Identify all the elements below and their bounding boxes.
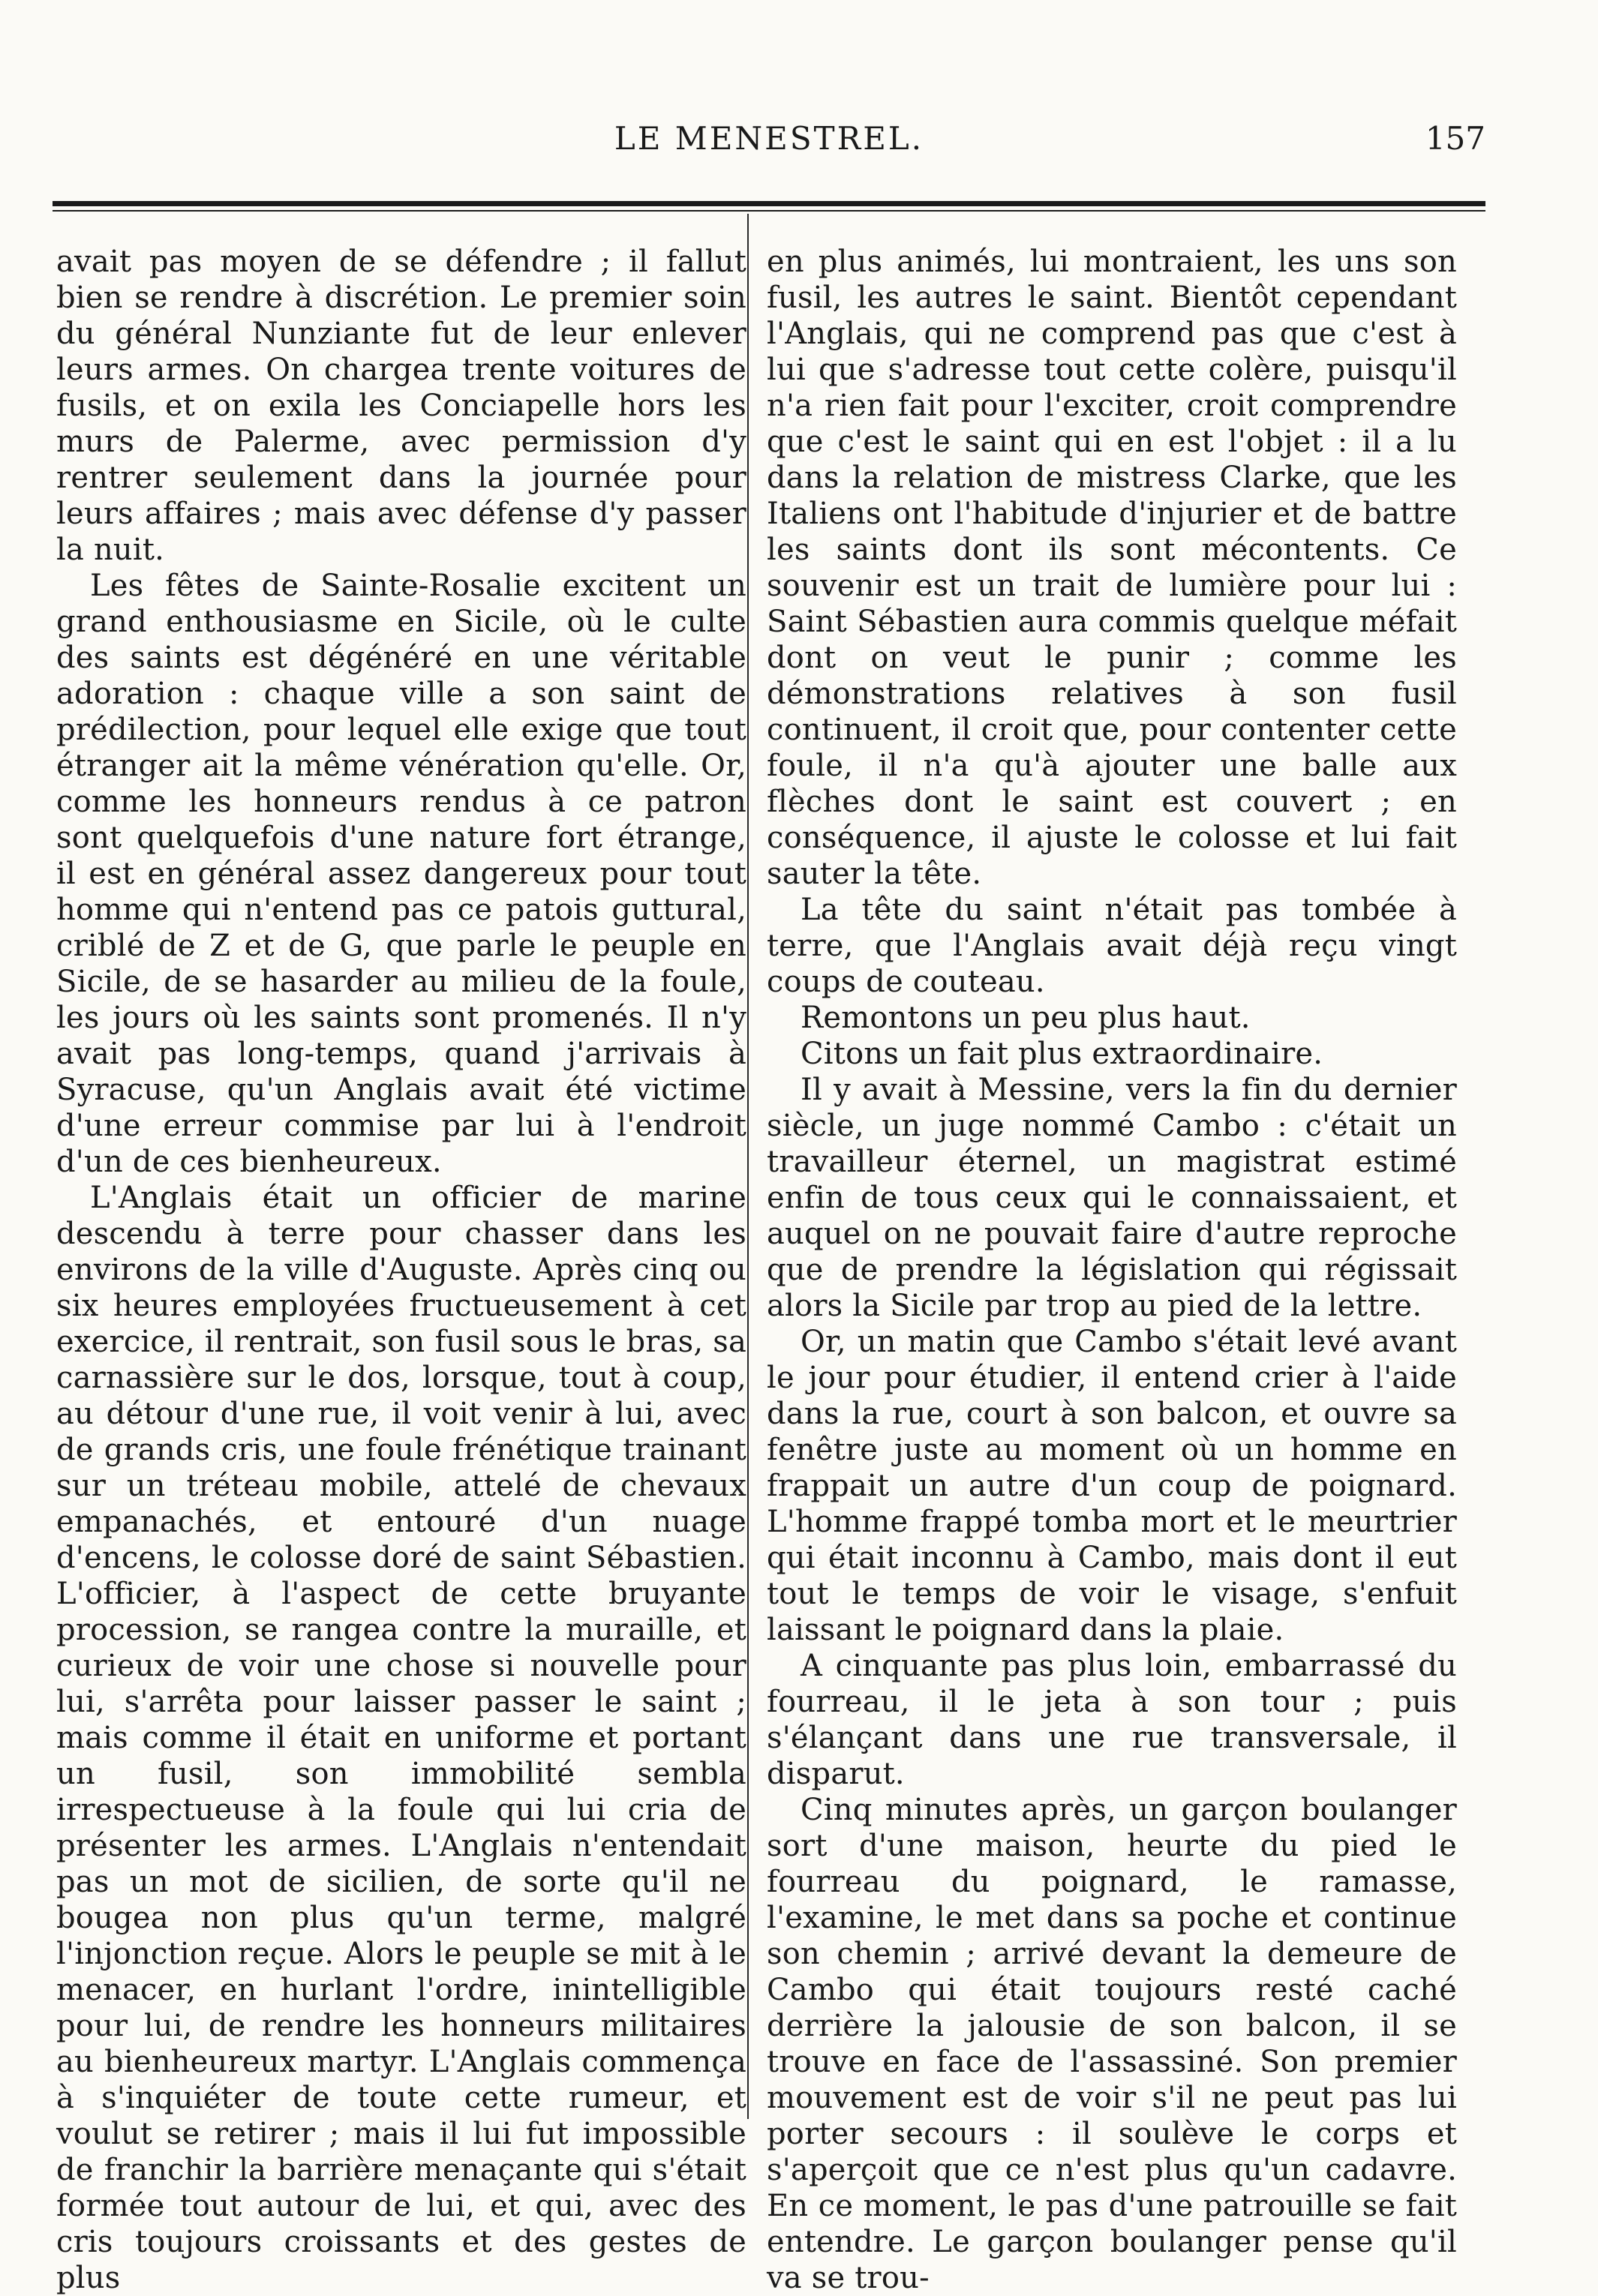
paragraph: A cinquante pas plus loin, embarrassé du fourreau, il le jeta à son tour ; puis s'élançant dans une rue transversale, il disparut.: [767, 1649, 1457, 1791]
paragraph: Remontons un peu plus haut.: [801, 1001, 1251, 1035]
page-header: [53, 120, 1485, 165]
right-column: [767, 244, 1457, 2296]
column-divider: [747, 214, 749, 2119]
page-number: 157: [1425, 120, 1485, 157]
paragraph: en plus animés, lui montraient, les uns son fusil, les autres le saint. Bientôt cependant l'Anglais, qui ne comprend pas que c'est à lui que s'adresse tout cette colère, puisqu'il n'a rien fait pour l'exciter, croit comprendre que c'est le saint qui en est l'objet : il a lu dans la relation de mistress Clarke, que les Italiens ont l'habitude d'injurier et de battre les saints dont ils sont mécontents. Ce souvenir est un trait de lumière pour lui : Saint Sébastien aura commis quelque méfait dont on veut le punir ; comme les démonstrations relatives à son fusil continuent, il croit que, pour contenter cette foule, il n'a qu'à ajouter une balle aux flèches dont le saint est couvert ; en conséquence, il ajuste le colosse et lui fait sauter la tête.: [767, 245, 1457, 891]
paragraph: Il y avait à Messine, vers la fin du dernier siècle, un juge nommé Cambo : c'était un travailleur éternel, un magistrat estimé enfin de tous ceux qui le connaissaient, et auquel on ne pouvait faire d'autre reproche que de prendre la législation qui régissait alors la Sicile par trop au pied de la lettre.: [767, 1073, 1457, 1323]
paragraph: Les fêtes de Sainte-Rosalie excitent un grand enthousiasme en Sicile, où le culte des saints est dégénéré en une véritable adoration : chaque ville a son saint de prédilection, pour lequel elle exige que tout étranger ait la même vénération qu'elle. Or, comme les honneurs rendus à ce patron sont quelquefois d'une nature fort étrange, il est en général assez dangereux pour tout homme qui n'entend pas ce patois guttural, criblé de Z et de G, que parle le peuple en Sicile, de se hasarder au milieu de la foule, les jours où les saints sont promenés. Il n'y avait pas long-temps, quand j'arrivais à Syracuse, qu'un Anglais avait été victime d'une erreur commise par lui à l'endroit d'un de ces bienheureux.: [56, 569, 746, 1179]
paragraph: La tête du saint n'était pas tombée à terre, que l'Anglais avait déjà reçu vingt coups de couteau.: [767, 893, 1457, 999]
left-column: [56, 244, 746, 2296]
paragraph: avait pas moyen de se défendre ; il fallut bien se rendre à discrétion. Le premier soin du général Nunziante fut de leur enlever leurs armes. On chargea trente voitures de fusils, et on exila les Conciapelle hors les murs de Palerme, avec permission d'y rentrer seulement dans la journée pour leurs affaires ; mais avec défense d'y passer la nuit.: [56, 245, 746, 567]
header-rule-thick: [53, 201, 1485, 206]
paragraph: L'Anglais était un officier de marine descendu à terre pour chasser dans les environs de la ville d'Auguste. Après cinq ou six heures employées fructueusement à cet exercice, il rentrait, son fusil sous le bras, sa carnassière sur le dos, lorsque, tout à coup, au détour d'une rue, il voit venir à lui, avec de grands cris, une foule frénétique trainant sur un tréteau mobile, attelé de chevaux empanachés, et entouré d'un nuage d'encens, le colosse doré de saint Sébastien. L'officier, à l'aspect de cette bruyante procession, se rangea contre la muraille, et curieux de voir une chose si nouvelle pour lui, s'arrêta pour laisser passer le saint ; mais comme il était en uniforme et portant un fusil, son immobilité sembla irrespectueuse à la foule qui lui cria de présenter les armes. L'Anglais n'entendait pas un mot de sicilien, de sorte qu'il ne bougea non plus qu'un terme, malgré l'injonction reçue. Alors le peuple se mit à le menacer, en hurlant l'ordre, inintelligible pour lui, de rendre les honneurs militaires au bienheureux martyr. L'Anglais commença à s'inquiéter de toute cette rumeur, et voulut se retirer ; mais il lui fut impossible de franchir la barrière menaçante qui s'était formée tout autour de lui, et qui, avec des cris toujours croissants et des gestes de plus: [56, 1181, 746, 2295]
paragraph: Cinq minutes après, un garçon boulanger sort d'une maison, heurte du pied le fourreau du poignard, le ramasse, l'examine, le met dans sa poche et continue son chemin ; arrivé devant la demeure de Cambo qui était toujours resté caché derrière la jalousie de son balcon, il se trouve en face de l'assassiné. Son premier mouvement est de voir s'il ne peut pas lui porter secours : il soulève le corps et s'aperçoit que ce n'est plus qu'un cadavre. En ce moment, le pas d'une patrouille se fait entendre. Le garçon boulanger pense qu'il va se trou-: [767, 1793, 1457, 2295]
paragraph: Or, un matin que Cambo s'était levé avant le jour pour étudier, il entend crier à l'aide dans la rue, court à son balcon, et ouvre sa fenêtre juste au moment où un homme en frappait un autre d'un coup de poignard. L'homme frappé tomba mort et le meurtrier qui était inconnu à Cambo, mais dont il eut tout le temps de voir le visage, s'enfuit laissant le poignard dans la plaie.: [767, 1325, 1457, 1647]
header-rule-thin: [53, 210, 1485, 212]
paragraph: Citons un fait plus extraordinaire.: [801, 1037, 1323, 1071]
running-title: LE MENESTREL.: [614, 120, 924, 157]
